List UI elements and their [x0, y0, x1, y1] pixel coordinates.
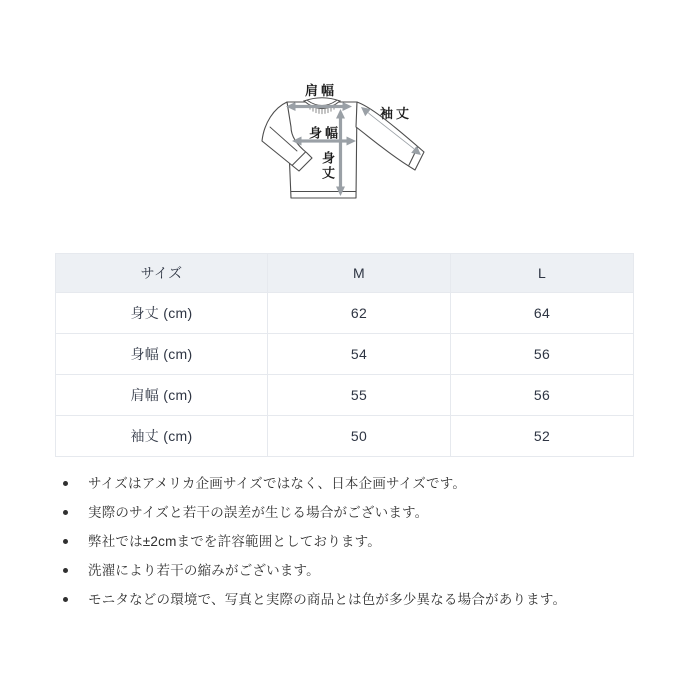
value-m: 50 — [268, 416, 451, 457]
shirt-measurement-diagram — [225, 70, 475, 235]
row-label: 袖丈 (cm) — [56, 416, 268, 457]
body-width-label: 身幅 — [308, 125, 342, 141]
note-item-shrinkage — [60, 561, 635, 580]
table-row-shoulder-width — [56, 375, 634, 416]
sleeve-length-label: 袖丈 — [379, 106, 413, 121]
bullet-icon — [63, 539, 68, 544]
shoulder-width-label: 肩幅 — [304, 83, 338, 98]
value-m: 55 — [268, 375, 451, 416]
bullet-icon — [63, 597, 68, 602]
note-text: 弊社では±2cmまでを許容範囲としております。 — [88, 534, 381, 549]
note-item-tolerance-range — [60, 532, 635, 551]
row-label: 身丈 (cm) — [56, 293, 268, 334]
value-l: 56 — [451, 375, 634, 416]
size-table-header-l: L — [451, 254, 634, 293]
value-l: 64 — [451, 293, 634, 334]
note-item-size-tolerance — [60, 503, 635, 522]
row-label: 身幅 (cm) — [56, 334, 268, 375]
value-m: 54 — [268, 334, 451, 375]
note-item-color-difference — [60, 590, 635, 609]
note-item-sizing-standard — [60, 474, 635, 493]
value-l: 52 — [451, 416, 634, 457]
size-table-header-row — [56, 254, 634, 293]
size-table-header-m: M — [268, 254, 451, 293]
svg-text:丈: 丈 — [321, 165, 339, 181]
table-row-body-width — [56, 334, 634, 375]
table-row-body-length — [56, 293, 634, 334]
note-text: モニタなどの環境で、写真と実際の商品とは色が多少異なる場合があります。 — [88, 592, 567, 607]
bullet-icon — [63, 568, 68, 573]
note-text: サイズはアメリカ企画サイズではなく、日本企画サイズです。 — [88, 476, 467, 491]
note-text: 洗濯により若干の縮みがございます。 — [88, 563, 320, 578]
size-table — [55, 253, 634, 457]
size-table-header-size: サイズ — [56, 254, 268, 293]
body-length-label — [322, 151, 338, 181]
note-text: 実際のサイズと若干の誤差が生じる場合がございます。 — [88, 505, 429, 520]
bullet-icon — [63, 481, 68, 486]
value-l: 56 — [451, 334, 634, 375]
size-notes-list — [60, 474, 635, 619]
svg-text:身: 身 — [321, 150, 339, 166]
table-row-sleeve-length — [56, 416, 634, 457]
value-m: 62 — [268, 293, 451, 334]
bullet-icon — [63, 510, 68, 515]
row-label: 肩幅 (cm) — [56, 375, 268, 416]
